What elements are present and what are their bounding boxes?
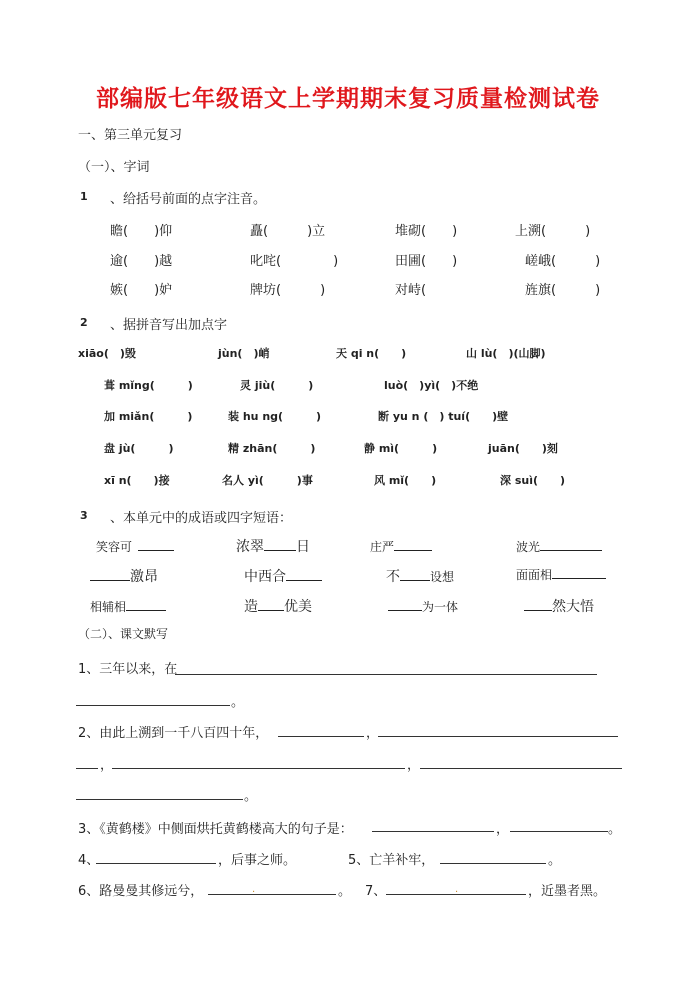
answer-blank[interactable] <box>138 538 174 551</box>
comma: ， <box>496 822 510 837</box>
answer-line[interactable] <box>112 768 405 769</box>
answer-line[interactable] <box>510 831 608 832</box>
subsection-vocabulary: （一）、字词 <box>78 160 150 175</box>
answer-line[interactable] <box>440 863 546 864</box>
q3-item: 波光 <box>516 538 602 555</box>
q2-item: 盘 jù( ) <box>104 442 174 455</box>
answer-line[interactable] <box>76 705 230 706</box>
q1-item: 矗( )立 <box>250 224 326 239</box>
comma: ， <box>366 726 380 741</box>
dictation-7-text: ，近墨者黑。 <box>528 884 607 899</box>
answer-line[interactable] <box>96 863 216 864</box>
q3-item: 激昂 <box>90 566 158 586</box>
period: 。 <box>548 853 562 868</box>
answer-blank[interactable] <box>286 568 322 581</box>
answer-blank[interactable] <box>552 566 606 579</box>
period: 。 <box>338 884 352 899</box>
answer-blank[interactable] <box>394 538 432 551</box>
section-heading-unit3: 一、第三单元复习 <box>78 128 183 143</box>
question-number: 3 <box>80 509 88 522</box>
dot-mark: . <box>252 884 256 895</box>
period: 。 <box>244 789 258 804</box>
q2-item: 加 miǎn( ) <box>104 410 193 423</box>
q3-item: 不 设想 <box>386 569 455 585</box>
q3-item: 笑容可 <box>96 538 174 555</box>
answer-blank[interactable] <box>388 598 422 611</box>
answer-blank[interactable] <box>264 538 296 551</box>
answer-line[interactable] <box>175 674 597 675</box>
comma: ， <box>407 758 421 773</box>
q1-item: 对峙( <box>395 283 466 298</box>
comma: ， <box>100 758 114 773</box>
q2-item: 灵 jiù( ) <box>240 379 314 392</box>
q2-item: 装 hu ng( ) <box>228 410 322 423</box>
q2-item: 天 qi n( ) <box>336 347 407 360</box>
question-2-prompt: 、据拼音写出加点字 <box>110 318 228 333</box>
q2-item: xiāo( )毁 <box>78 347 136 360</box>
q2-item: 断 yu n ( ) tuí( )壁 <box>378 410 509 423</box>
q2-item: jùn( )峭 <box>218 347 270 360</box>
answer-blank[interactable] <box>258 598 284 611</box>
answer-blank[interactable] <box>540 538 602 551</box>
q2-item: 山 lù( )(山脚) <box>466 347 546 360</box>
q2-item: 静 mì( ) <box>364 442 438 455</box>
dictation-6-prompt: 6、路曼曼其修远兮， <box>78 884 204 899</box>
question-3-prompt: 、本单元中的成语或四字短语： <box>110 511 293 526</box>
answer-line[interactable] <box>420 768 622 769</box>
dictation-2-prompt: 2、由此上溯到一千八百四十年， <box>78 726 269 741</box>
answer-line[interactable] <box>372 831 494 832</box>
period: 。 <box>608 822 622 837</box>
dictation-1-prompt: 1、三年以来，在 <box>78 662 178 677</box>
subsection-dictation: （二）、课文默写 <box>78 627 169 641</box>
q2-item: 精 zhān( ) <box>228 442 316 455</box>
q3-item: 面面相 <box>516 566 606 583</box>
q2-item: xī n( )接 <box>104 474 170 487</box>
period: 。 <box>231 695 245 710</box>
q2-item: 葺 mǐng( ) <box>104 379 193 392</box>
answer-line[interactable] <box>76 768 98 769</box>
dictation-4-text: ，后事之师。 <box>218 853 297 868</box>
answer-blank[interactable] <box>90 568 130 581</box>
q1-item: 嫉( )妒 <box>110 283 173 298</box>
q3-item: 相辅相 <box>90 598 166 615</box>
dictation-5-prompt: 5、亡羊补牢， <box>348 853 435 868</box>
answer-blank[interactable] <box>400 568 430 581</box>
question-1-prompt: 、给括号前面的点字注音。 <box>110 192 267 207</box>
answer-line[interactable] <box>378 736 618 737</box>
dictation-4-number: 4、 <box>78 853 100 868</box>
answer-line[interactable] <box>278 736 364 737</box>
q3-item: 浓翠 日 <box>236 539 310 555</box>
dictation-3-prompt: 3、《黄鹤楼》中侧面烘托黄鹤楼高大的句子是： <box>78 822 353 837</box>
q1-item: 堆砌( ) <box>395 224 458 239</box>
q2-item: 深 suì( ) <box>500 474 566 487</box>
dictation-7-number: 7、 <box>365 884 387 899</box>
answer-line[interactable] <box>208 894 336 895</box>
answer-line[interactable] <box>76 799 243 800</box>
answer-blank[interactable] <box>126 598 166 611</box>
q1-item: 瞻( )仰 <box>110 224 173 239</box>
q1-item: 旌旗( ) <box>525 283 601 298</box>
page-title: 部编版七年级语文上学期期末复习质量检测试卷 <box>96 85 600 112</box>
q3-item: 庄严 <box>370 538 432 555</box>
q3-item: 中西合 <box>244 566 322 586</box>
q3-item: 造 优美 <box>244 599 312 615</box>
q2-item: juān( )刻 <box>488 442 558 455</box>
q1-item: 逾( )越 <box>110 254 173 269</box>
q1-item: 嵯峨( ) <box>525 254 601 269</box>
dot-mark: . <box>455 884 459 895</box>
q1-item: 上溯( ) <box>515 224 591 239</box>
q2-item: 名人 yì( )事 <box>222 474 313 487</box>
q3-item: 然大悟 <box>524 596 594 616</box>
answer-blank[interactable] <box>524 598 552 611</box>
q1-item: 牌坊( ) <box>250 283 326 298</box>
q2-item: 风 mǐ( ) <box>374 474 437 487</box>
q1-item: 田圃( ) <box>395 254 458 269</box>
q3-item: 为一体 <box>388 598 458 615</box>
question-number: 1 <box>80 190 88 203</box>
question-number: 2 <box>80 316 88 329</box>
q1-item: 叱咤( ) <box>250 254 339 269</box>
q2-item: luò( )yì( )不绝 <box>384 379 479 392</box>
